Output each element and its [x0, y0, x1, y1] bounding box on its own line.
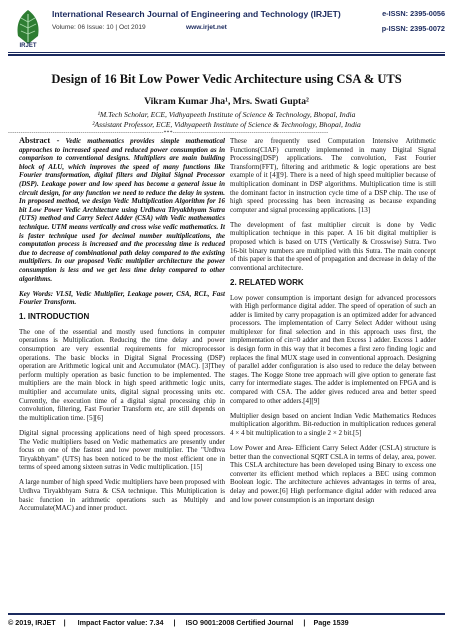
intro-paragraph-1: The one of the essential and mostly used functions in computer operations is Multiplication. Reducing the time delay and power consumption are very essential requirements for microprocessor operations. The basic blocks in Digital Signal Processing (DSP) operation are Arithmetic logical unit and Accumulator (MAC). [3]They perform multiply operation as basic function to be implemented. The multipliers are the main block in high speed arithmetic logic units, multiplier and accumulate units, digital signal processing units etc. Currently, the execution time of a digital signal processing chip in convolution, filtering, Fast Fourier Transform etc, are still depends on the multiplication time. [5][6] — [19, 327, 225, 422]
affiliation-2: ²Assistant Professor, ECE, Vidhyapeeth Institute of Science & Technology, Bhopal, India — [92, 120, 361, 129]
abstract-label: Abstract - — [19, 136, 60, 145]
right-column — [230, 137, 436, 511]
volume-line — [52, 24, 227, 31]
footer-copyright: © 2019, IRJET — [8, 618, 56, 627]
header-rule — [8, 52, 445, 53]
header-rule-thick — [8, 54, 445, 56]
separator-line: -------------------------------------------------------------------------***------------------------------------------------------------------------- — [8, 130, 329, 136]
abstract-text: Vedic mathematics provides simple mathematical approaches to increased speed and reduced power consumption as in comparison to conventional designs. Multipliers are main building block of ALU, which improves the speed of many functions like Fourier transformation, digital filters and Digital Signal Processor (DSP). Leakage power and low speed has become a general issue in circuit design, for any function we need to reduce the delay in system. In proposed method, we design Vedic Multiplication Algorithm for 16 bit Low Power Vedic Architecture using Urdhava Tiryakbhyam Sutra (UTS) method and Carry Select Adder (CSA) with Vedic mathematics technique. UTM means vertically and cross wise vedic mathematics. It is faster technique used for decimal number multiplications, the computation process is increased and the processing time is reduced due to decrease of combinational path delay compared to the existing multipliers. In our proposed Vedic multiplier architecture the power consumption is less and we get less time delay compared to other algorithms. — [19, 137, 225, 283]
footer-rule — [8, 613, 445, 615]
pissn: p-ISSN: 2395-0072 — [381, 24, 445, 33]
footer-sep-1: | — [63, 618, 66, 627]
related-paragraph-1: Low power consumption is important design for advanced processors with High performance digital adder. The speed of operation of such an adder is limited by carry propagation is an optimized adder for advanced processors. The implementation of Carry Select Adder without using multiplexer for final selection and in this approach uses first, the implementation of cin=0 adder and then Excess 1 adder. Excess 1 adder is design form in this way that it becomes a first zero finding logic and replaces the final MUX stage used in conventional approach. Designing of parallel adder configuration is also used to reduce the delay between stages. The Kogge Stone tree approach will give option to generate fast carry for intermediate stages. The adder is implemented on FPGA and is compared with CSA. The adder gives reduced area and better speed compared to other adders.[4][9] — [230, 293, 436, 405]
paper-title: Design of 16 Bit Low Power Vedic Architecture using CSA & UTS — [51, 72, 402, 86]
related-paragraph-2: Multiplier design based on ancient Indian Vedic Mathematics Reduces multiplication algorithm. Bit-reduction in multiplication reduces general 4 × 4 bit multiplication to a single 2 × 2 bit.[5] — [230, 411, 436, 437]
footer-iso: ISO 9001:2008 Certified Journal — [185, 618, 294, 627]
keywords-label: Key Words: — [19, 289, 54, 298]
journal-website-link[interactable]: www.irjet.net — [186, 24, 227, 31]
left-column — [19, 137, 225, 519]
logo-text: IRJET — [19, 43, 37, 48]
eissn: e-ISSN: 2395-0056 — [382, 9, 445, 18]
right-paragraph-2: The development of fast multiplier circuit is done by Vedic multiplication technique in this paper. A 16 bit digital multiplier is proposed which is based on UTS (Vertically & Crosswise) Sutra. Two 16-bit binary numbers are multiplied with this Sutra. The main concept of this paper is that the speed of propagation and decrease in delay of the conventional architecture. — [230, 220, 436, 272]
journal-title: International Research Journal of Engineering and Technology (IRJET) — [52, 9, 341, 19]
affiliation-1: ¹M.Tech Scholar, ECE, Vidhyapeeth Institute of Science & Technology, Bhopal, India — [97, 110, 356, 119]
footer-impact-factor: Impact Factor value: 7.34 — [77, 618, 164, 627]
footer-sep-3: | — [303, 618, 306, 627]
footer-page-number: Page 1539 — [313, 618, 349, 627]
volume-issue: Volume: 06 Issue: 10 | Oct 2019 — [52, 24, 146, 31]
irjet-logo-icon — [8, 6, 48, 48]
related-work-heading: 2. RELATED WORK — [230, 277, 304, 287]
intro-paragraph-3: A large number of high speed Vedic multipliers have been proposed with Urdhva Tiryakbhyam Sutra & CSA technique. This Multiplication is basic function in arithmetic operations such as Multiply and Accumulate(MAC) and inner product. — [19, 478, 225, 513]
abstract — [19, 137, 225, 283]
keywords — [19, 290, 225, 307]
journal-header — [8, 6, 445, 52]
paper-authors: Vikram Kumar Jha¹, Mrs. Swati Gupta² — [144, 96, 309, 107]
related-paragraph-3: Low Power and Area- Efficient Carry Select Adder (CSLA) structure is better than the convectional SQRT CSLA in terms of delay, area, power. This CSLA architecture has been developed using Binary to excess one converter its efficient method which replaces a BEC using common Boolean logic. The architecture achieves advantages in terms of area, delay and power.[6] High performance digital adder with reduced area and low power consumption is an important design — [230, 444, 436, 504]
right-paragraph-1: These are frequently used Computation Intensive Arithmetic Functions(CIAF) currently implemented in many Digital Signal Processing(DSP) applications. The convolution, Fast Fourier Transform(FFT), filtering and arithmetic & logic operations are best example of it [4][9]. There is a need of high speed multiplier because of multiplication dominant in DSP algorithms. Multiplication time is still the dominant factor in instruction cycle time of a DSP chip. The use of high speed processing has been increasing as because expanding computer and signal processing applications. [13] — [230, 137, 436, 214]
footer-sep-2: | — [173, 618, 176, 627]
intro-paragraph-2: Digital signal processing applications need of high speed processors. The Vedic multipliers based on Vedic mathematics are presently under focus on one of the fastest and low power multiplier. The "Urdhva Tiryakbhyam" (UTS) has been noticed to be the most efficient one in terms of speed among sixteen sutras in Vedic multiplication. [15] — [19, 428, 225, 472]
introduction-heading: 1. INTRODUCTION — [19, 312, 90, 322]
keywords-text: VLSI, Vedic Multiplier, Leakage power, CSA, RCL, Fast Fourier Transform. — [19, 289, 225, 307]
page-footer — [8, 618, 445, 627]
